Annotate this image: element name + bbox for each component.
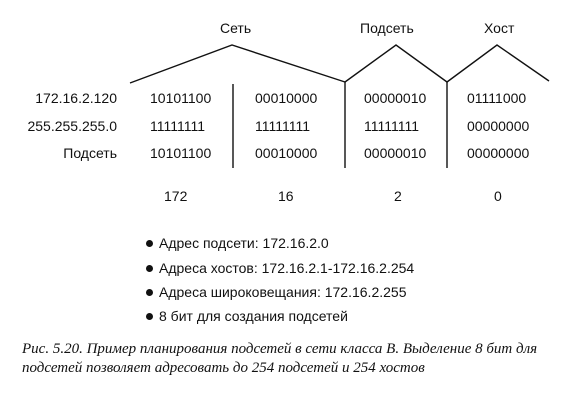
bullet-icon — [146, 313, 153, 320]
bits-cell: 11111111 — [255, 118, 311, 134]
bullet-subnet-address: Адрес подсети: 172.16.2.0 — [146, 235, 329, 251]
decimal-octet: 172 — [164, 188, 188, 204]
bits-cell: 11111111 — [150, 118, 206, 134]
host-brace — [447, 45, 549, 82]
row-label-ip: 172.16.2.120 — [35, 90, 117, 106]
bits-cell: 10101100 — [150, 90, 212, 106]
header-subnet: Подсеть — [360, 20, 414, 36]
network-brace — [130, 45, 345, 83]
bits-cell: 00000000 — [467, 118, 530, 134]
bits-cell: 01111000 — [467, 90, 527, 106]
bullet-icon — [146, 289, 153, 296]
figure-caption: Рис. 5.20. Пример планирования подсетей в сети класса В. Выделение 8 бит для подсетей позволяет адресовать до 254 подсетей и 254 хостов — [22, 341, 538, 376]
row-label-subnet: Подсеть — [63, 145, 117, 161]
decimal-octet: 0 — [494, 188, 502, 204]
header-network: Сеть — [220, 20, 252, 36]
bits-cell: 00000000 — [467, 145, 530, 161]
subnet-brace — [345, 45, 447, 82]
decimal-octet: 2 — [394, 188, 402, 204]
row-label-mask: 255.255.255.0 — [27, 118, 117, 134]
bits-cell: 00010000 — [255, 145, 318, 161]
bits-cell: 00000010 — [364, 145, 427, 161]
bits-cell: 00010000 — [255, 90, 318, 106]
bits-cell: 10101100 — [150, 145, 212, 161]
bullet-icon — [146, 240, 153, 247]
bullet-icon — [146, 265, 153, 272]
bits-cell: 00000010 — [364, 90, 427, 106]
bullet-host-addresses: Адреса хостов: 172.16.2.1-172.16.2.254 — [146, 260, 414, 276]
decimal-octet: 16 — [278, 188, 294, 204]
bullet-broadcast-address: Адреса широковещания: 172.16.2.255 — [146, 284, 406, 300]
bits-cell: 11111111 — [364, 118, 420, 134]
header-host: Хост — [484, 20, 515, 36]
bullet-subnet-bits: 8 бит для создания подсетей — [146, 308, 348, 324]
